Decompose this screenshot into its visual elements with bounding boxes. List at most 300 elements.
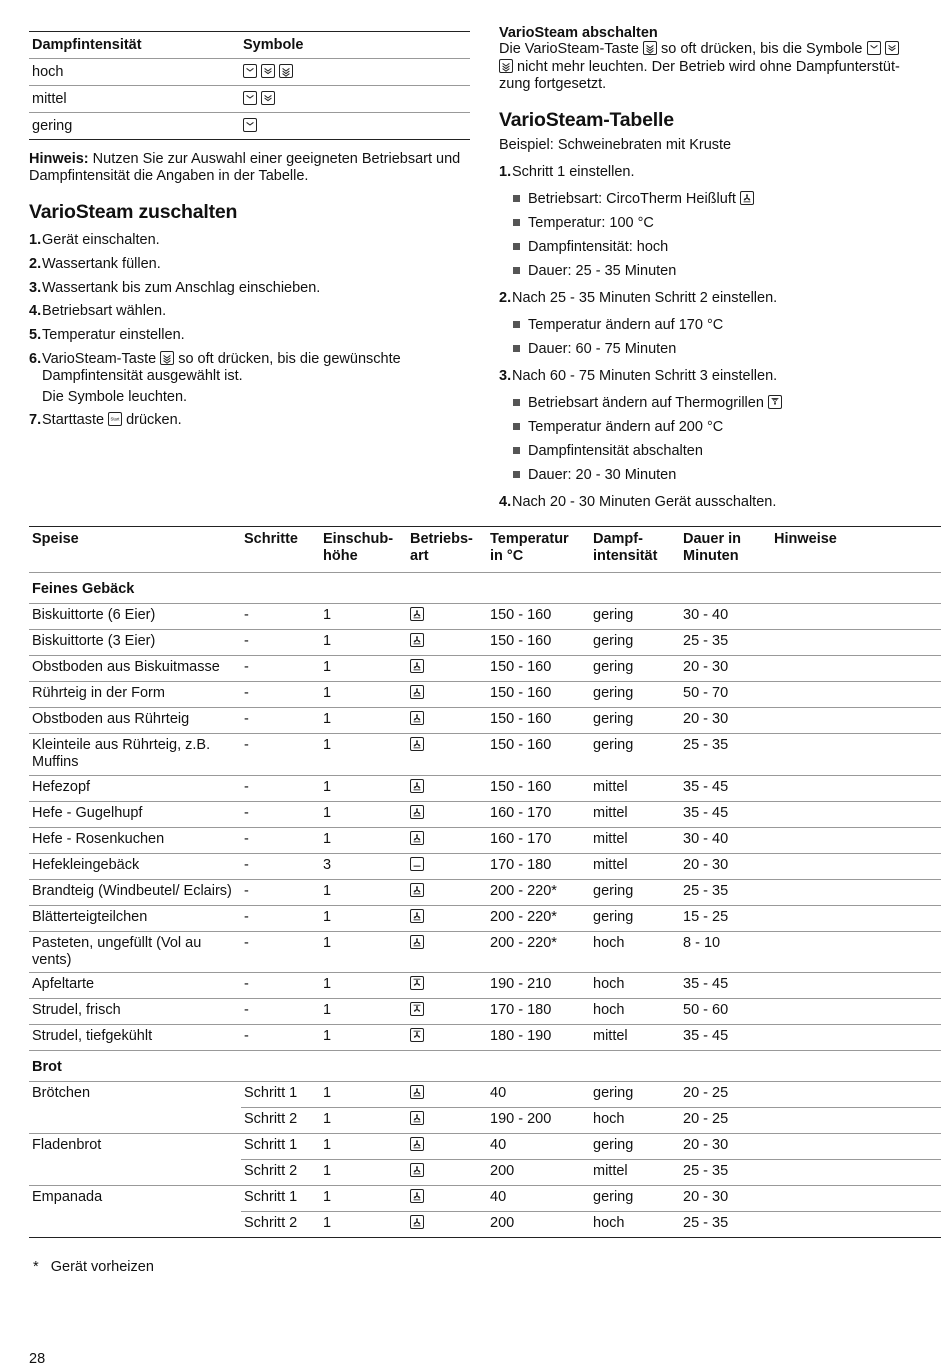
steps-cell: Schritt 1: [241, 1082, 320, 1108]
steam-cell: hoch: [593, 1215, 625, 1232]
temperature-cell: 40: [487, 1134, 590, 1160]
steam-cell: mittel: [593, 804, 628, 821]
table-row: [29, 999, 941, 1025]
dish-cell: Obstboden aus Rührteig: [32, 710, 190, 727]
table-row: [29, 827, 941, 853]
dish-cell: [29, 1108, 241, 1134]
abschalten-line3: zung fortgesetzt.: [499, 76, 607, 92]
table-row: [29, 1212, 941, 1238]
mode-cell: [407, 1186, 487, 1212]
hint-cell: [771, 905, 941, 931]
temperature-cell: 190 - 200: [490, 1111, 552, 1128]
tabelle-example: Beispiel: Schweinebraten mit Kruste: [499, 137, 732, 153]
temperature-cell: 170 - 180: [490, 856, 552, 873]
zuschalten-step: [29, 280, 474, 297]
circotherm-icon: [410, 711, 424, 725]
bullet-item: [513, 263, 676, 280]
dish-cell: Hefe - Gugelhupf: [32, 804, 143, 821]
level-cell: 1: [320, 1134, 407, 1160]
temperature-cell: 40: [487, 1186, 590, 1212]
temperature-cell: 170 - 180: [490, 1002, 552, 1019]
bullet-icon: [513, 345, 520, 352]
duration-cell: 15 - 25: [683, 908, 729, 925]
circotherm-icon: [410, 737, 424, 751]
level-cell: 1: [323, 976, 332, 993]
duration-cell: 30 - 40: [683, 830, 729, 847]
steam-cell: gering: [593, 606, 634, 623]
steam-high-icon: [279, 64, 293, 78]
step-number: 4.: [29, 303, 42, 319]
step-text: Gerät einschalten.: [42, 232, 160, 248]
mode-cell: [407, 853, 487, 879]
mode-cell: [407, 603, 487, 629]
steps-cell: -: [244, 908, 249, 925]
temperature-cell: 150 - 160: [490, 778, 552, 795]
temperature-cell: 150 - 160: [490, 736, 552, 753]
zuschalten-step: [29, 303, 474, 320]
hint-cell: [771, 603, 941, 629]
table-row: [29, 905, 941, 931]
circotherm-icon: [410, 685, 424, 699]
steam-cell: mittel: [593, 856, 628, 873]
step-text: Die Symbole leuchten.: [42, 389, 188, 406]
duration-cell: 20 - 25: [680, 1082, 771, 1108]
column-header: Dampf- intensität: [593, 531, 658, 565]
level-cell: 1: [320, 1082, 407, 1108]
steam-cell: hoch: [593, 1111, 625, 1128]
table-row: [29, 629, 941, 655]
step-text: VarioSteam-Taste: [42, 351, 157, 367]
step-number: 4.: [499, 494, 512, 510]
bullet-item: [513, 191, 758, 208]
temperature-cell: 200: [490, 1163, 515, 1180]
duration-cell: 25 - 35: [683, 736, 729, 753]
dish-cell: [29, 1160, 241, 1186]
svg-text:Start: Start: [110, 416, 120, 422]
step-text: Starttaste: [42, 412, 105, 428]
steps-cell: -: [244, 1002, 249, 1019]
page-number: 28: [29, 1351, 46, 1367]
table-row: [29, 853, 941, 879]
mode-cell: [407, 1160, 487, 1186]
hint-cell: [771, 853, 941, 879]
steam-mid-icon: [261, 64, 275, 78]
steps-cell: Schritt 1: [241, 1186, 320, 1212]
section-title-abschalten: VarioSteam abschalten: [499, 25, 658, 41]
table-row: [29, 1082, 941, 1108]
duration-cell: 30 - 40: [683, 606, 729, 623]
mode-cell: [407, 801, 487, 827]
bullet-text: Temperatur ändern auf 170 °C: [528, 317, 724, 333]
abschalten-line1b: so oft drücken, bis die Symbole: [660, 41, 863, 57]
duration-cell: 50 - 70: [683, 684, 729, 701]
steam-cell: mittel: [593, 1163, 628, 1180]
dish-cell: Blätterteigteilchen: [32, 908, 148, 925]
duration-cell: 50 - 60: [683, 1002, 729, 1019]
step-text: Betriebsart wählen.: [42, 303, 167, 319]
level-cell: 1: [323, 1111, 332, 1128]
table-row: [29, 973, 941, 999]
hint-cell: [771, 1108, 941, 1134]
intensity-symbols: [240, 113, 470, 140]
level-cell: 1: [323, 710, 332, 727]
bullet-icon: [513, 321, 520, 328]
steps-cell: Schritt 1: [241, 1134, 320, 1160]
dish-cell: Biskuittorte (3 Eier): [32, 632, 156, 649]
level-cell: 1: [323, 882, 332, 899]
mode-cell: [407, 655, 487, 681]
table-row: [29, 603, 941, 629]
step-number: 6.: [29, 351, 42, 367]
dish-cell: [29, 1212, 241, 1238]
bullet-text: Betriebsart: CircoTherm Heißluft: [528, 191, 736, 207]
steam-low-icon: [867, 41, 881, 55]
circotherm-icon: [410, 1085, 424, 1099]
circotherm-icon: [410, 1189, 424, 1203]
steps-cell: -: [244, 882, 249, 899]
steam-cell: hoch: [593, 1002, 625, 1019]
steam-cell: hoch: [593, 934, 625, 951]
mode-cell: [407, 931, 487, 973]
hint-cell: [771, 801, 941, 827]
circotherm-icon: [410, 1002, 424, 1016]
mode-cell: [407, 733, 487, 775]
level-cell: 1: [323, 1028, 332, 1045]
section-title-zuschalten: VarioSteam zuschalten: [29, 201, 238, 223]
circotherm-icon: [410, 1028, 424, 1042]
bullet-item: [513, 467, 676, 484]
column-header: Einschub- höhe: [323, 531, 394, 565]
intensity-row: [29, 86, 470, 113]
temperature-cell: 160 - 170: [490, 804, 552, 821]
steam-cell: mittel: [593, 778, 628, 795]
bullet-item: [513, 215, 654, 232]
bullet-icon: [513, 423, 520, 430]
hint-body: Nutzen Sie zur Auswahl einer geeigneten Betriebsart und Dampfintensität die Angaben in der Tabelle.: [29, 151, 461, 185]
circotherm-icon: [410, 909, 424, 923]
table-row: [29, 655, 941, 681]
tabelle-step: [499, 290, 777, 307]
dish-cell: Fladenbrot: [32, 1137, 102, 1154]
table-row: [29, 931, 941, 973]
abschalten-line2: nicht mehr leuchten. Der Betrieb wird ohne Dampfunterstüt-: [517, 58, 900, 75]
steam-low-icon: [243, 91, 257, 105]
mode-cell: [407, 629, 487, 655]
steam-cell: gering: [590, 1134, 680, 1160]
steps-cell: -: [244, 1028, 249, 1045]
column-header: Schritte: [244, 531, 298, 547]
steps-cell: -: [244, 632, 249, 649]
duration-cell: 20 - 30: [680, 1186, 771, 1212]
circotherm-icon: [410, 659, 424, 673]
temperature-cell: 150 - 160: [490, 632, 552, 649]
level-cell: 1: [323, 1002, 332, 1019]
tabelle-step: [499, 494, 776, 511]
group-label: Brot: [29, 1051, 941, 1082]
intensity-row: [29, 113, 470, 140]
hint-cell: [771, 775, 941, 801]
temperature-cell: 200: [490, 1215, 515, 1232]
level-cell: 1: [323, 804, 332, 821]
table-row: [29, 1186, 941, 1212]
circotherm-icon: [410, 805, 424, 819]
group-row: [29, 1051, 941, 1082]
duration-cell: 20 - 30: [683, 856, 729, 873]
table-row: [29, 1134, 941, 1160]
level-cell: 1: [323, 606, 332, 623]
temperature-cell: 200 - 220*: [490, 908, 557, 925]
step-text: Temperatur einstellen.: [42, 327, 185, 343]
intensity-header: Dampfintensität: [32, 36, 142, 53]
bullet-icon: [513, 447, 520, 454]
step-number: 2.: [499, 290, 512, 306]
dish-cell: Strudel, tiefgekühlt: [32, 1028, 153, 1045]
mode-cell: [407, 681, 487, 707]
dish-cell: Empanada: [32, 1189, 103, 1206]
step-number: 2.: [29, 256, 42, 272]
column-header: Hinweise: [774, 531, 837, 547]
group-row: [29, 572, 941, 603]
steam-cell: mittel: [593, 830, 628, 847]
steam-high-icon: [643, 41, 657, 55]
column-header: Temperatur in °C: [490, 531, 569, 565]
mode-cell: [407, 1025, 487, 1051]
bullet-icon: [513, 243, 520, 250]
dish-cell: Rührteig in der Form: [32, 684, 165, 701]
steam-cell: hoch: [593, 976, 625, 993]
step-text: Nach 25 - 35 Minuten Schritt 2 einstellen.: [512, 290, 778, 306]
table-row: [29, 801, 941, 827]
bullet-icon: [513, 267, 520, 274]
start-icon: [108, 412, 122, 426]
temperature-cell: 40: [487, 1082, 590, 1108]
circotherm-icon: [410, 633, 424, 647]
steps-cell: Schritt 2: [244, 1215, 298, 1232]
hint-cell: [771, 931, 941, 973]
level-cell: 3: [323, 856, 332, 873]
circotherm-icon: [410, 1111, 424, 1125]
circotherm-icon: [410, 1215, 424, 1229]
hint-cell: [771, 733, 941, 775]
steps-cell: -: [244, 804, 249, 821]
bullet-item: [513, 395, 786, 412]
step-text: Wassertank füllen.: [42, 256, 161, 272]
hint-cell: [771, 629, 941, 655]
dish-cell: Hefe - Rosenkuchen: [32, 830, 165, 847]
hint-cell: [771, 1134, 941, 1160]
bullet-text: Dauer: 60 - 75 Minuten: [528, 341, 677, 357]
dish-cell: Brandteig (Windbeutel/ Eclairs): [32, 882, 232, 899]
level-cell: 1: [323, 934, 332, 951]
steps-cell: -: [244, 736, 249, 753]
mode-cell: [407, 1108, 487, 1134]
hint-cell: [771, 1025, 941, 1051]
steam-low-icon: [243, 118, 257, 132]
mode-cell: [407, 775, 487, 801]
intensity-level: hoch: [32, 63, 64, 80]
table-row: [29, 775, 941, 801]
duration-cell: 25 - 35: [683, 882, 729, 899]
steam-cell: gering: [593, 882, 634, 899]
section-title-tabelle: VarioSteam-Tabelle: [499, 109, 674, 131]
hint-cell: [771, 655, 941, 681]
level-cell: 1: [323, 908, 332, 925]
thermogrill-icon: [768, 395, 782, 409]
duration-cell: 25 - 35: [683, 1163, 729, 1180]
symbols-header: Symbole: [243, 36, 304, 53]
steam-cell: gering: [593, 632, 634, 649]
tabelle-step: [499, 164, 635, 181]
steps-cell: -: [244, 684, 249, 701]
vario-steam-table: [29, 526, 941, 1238]
level-cell: 1: [323, 1163, 332, 1180]
hint-cell: [771, 999, 941, 1025]
bullet-icon: [513, 471, 520, 478]
circotherm-icon: [410, 976, 424, 990]
duration-cell: 20 - 25: [683, 1111, 729, 1128]
steps-cell: -: [244, 976, 249, 993]
bullet-text: Dauer: 20 - 30 Minuten: [528, 467, 677, 483]
hint-cell: [771, 973, 941, 999]
hint-cell: [771, 827, 941, 853]
mode-cell: [407, 827, 487, 853]
steam-cell: gering: [593, 684, 634, 701]
hint-cell: [771, 681, 941, 707]
step-text: drücken.: [126, 412, 182, 428]
duration-cell: 20 - 30: [680, 1134, 771, 1160]
steps-cell: -: [244, 710, 249, 727]
step-text: so oft drücken, bis die gewünschte: [178, 351, 401, 367]
table-row: [29, 879, 941, 905]
temperature-cell: 150 - 160: [490, 658, 552, 675]
abschalten-text: [499, 41, 944, 94]
steps-cell: Schritt 2: [244, 1111, 298, 1128]
steam-high-icon: [499, 59, 513, 73]
bullet-item: [513, 239, 668, 256]
zuschalten-step: [29, 327, 474, 344]
steam-cell: gering: [590, 1186, 680, 1212]
temperature-cell: 200 - 220*: [490, 934, 557, 951]
duration-cell: 35 - 45: [683, 804, 729, 821]
table-row: [29, 733, 941, 775]
duration-cell: 35 - 45: [683, 976, 729, 993]
step-text: Wassertank bis zum Anschlag einschieben.: [42, 280, 321, 296]
tabelle-step: [499, 368, 777, 385]
temperature-cell: 200 - 220*: [490, 882, 557, 899]
circotherm-icon: [410, 831, 424, 845]
level-cell: 1: [323, 658, 332, 675]
column-header: Dauer in Minuten: [683, 531, 742, 565]
steam-cell: mittel: [593, 1028, 628, 1045]
footnote: * Gerät vorheizen: [33, 1259, 154, 1275]
step-number: 3.: [499, 368, 512, 384]
hint-cell: [771, 1212, 941, 1238]
circotherm-icon: [410, 1137, 424, 1151]
steam-cell: gering: [593, 710, 634, 727]
circotherm-icon: [410, 779, 424, 793]
table-row: [29, 707, 941, 733]
hint-label: Hinweis:: [29, 151, 89, 167]
dish-cell: Obstboden aus Biskuitmasse: [32, 658, 220, 675]
duration-cell: 25 - 35: [683, 1215, 729, 1232]
step-text: Nach 20 - 30 Minuten Gerät ausschalten.: [512, 494, 777, 510]
level-cell: 1: [323, 736, 332, 753]
zuschalten-step: [29, 351, 474, 407]
steps-cell: -: [244, 856, 249, 873]
steps-cell: -: [244, 830, 249, 847]
steam-high-icon: [160, 351, 174, 365]
intensity-table: [29, 31, 470, 140]
zuschalten-step: [29, 412, 474, 429]
level-cell: 1: [323, 632, 332, 649]
bullet-icon: [513, 195, 520, 202]
steps-cell: -: [244, 658, 249, 675]
hint-cell: [771, 1160, 941, 1186]
hint-text: [29, 151, 474, 186]
bullet-text: Betriebsart ändern auf Thermogrillen: [528, 395, 764, 411]
steps-cell: -: [244, 606, 249, 623]
dish-cell: Apfeltarte: [32, 976, 95, 993]
temperature-cell: 150 - 160: [490, 606, 552, 623]
duration-cell: 20 - 30: [683, 710, 729, 727]
dish-cell: Strudel, frisch: [32, 1002, 121, 1019]
dish-cell: Brötchen: [32, 1085, 91, 1102]
mode-cell: [407, 1212, 487, 1238]
hint-cell: [771, 879, 941, 905]
temperature-cell: 190 - 210: [490, 976, 552, 993]
duration-cell: 35 - 45: [683, 778, 729, 795]
intensity-level: gering: [32, 117, 73, 134]
steam-mid-icon: [261, 91, 275, 105]
table-row: [29, 1160, 941, 1186]
group-label: Feines Gebäck: [29, 572, 941, 603]
mode-cell: [407, 973, 487, 999]
hint-cell: [771, 707, 941, 733]
mode-cell: [407, 879, 487, 905]
dish-cell: Biskuittorte (6 Eier): [32, 606, 156, 623]
dish-cell: Kleinteile aus Rührteig, z.B. Muffins: [32, 736, 211, 771]
steam-cell: gering: [593, 908, 634, 925]
circotherm-icon: [740, 191, 754, 205]
bullet-item: [513, 443, 703, 460]
level-cell: 1: [323, 1215, 332, 1232]
step-text: Nach 60 - 75 Minuten Schritt 3 einstellen.: [512, 368, 778, 384]
circotherm-icon: [410, 1163, 424, 1177]
hint-cell: [771, 1082, 941, 1108]
steps-cell: Schritt 2: [244, 1163, 298, 1180]
bullet-item: [513, 341, 676, 358]
dish-cell: Hefezopf: [32, 778, 91, 795]
mode-cell: [407, 1134, 487, 1160]
steam-cell: gering: [593, 736, 634, 753]
abschalten-line1a: Die VarioSteam-Taste: [499, 41, 639, 57]
bullet-text: Dampfintensität: hoch: [528, 239, 669, 255]
bullet-text: Temperatur: 100 °C: [528, 215, 654, 231]
bullet-text: Dampfintensität abschalten: [528, 443, 703, 459]
steam-mid-icon: [885, 41, 899, 55]
steps-cell: -: [244, 934, 249, 951]
bullet-text: Dauer: 25 - 35 Minuten: [528, 263, 677, 279]
mode-cell: [407, 999, 487, 1025]
temperature-cell: 150 - 160: [490, 710, 552, 727]
intensity-symbols: [240, 59, 470, 86]
level-cell: 1: [323, 778, 332, 795]
intensity-symbols: [240, 86, 470, 113]
level-cell: 1: [323, 684, 332, 701]
step-number: 7.: [29, 412, 42, 428]
steps-cell: -: [244, 778, 249, 795]
table-row: [29, 1108, 941, 1134]
